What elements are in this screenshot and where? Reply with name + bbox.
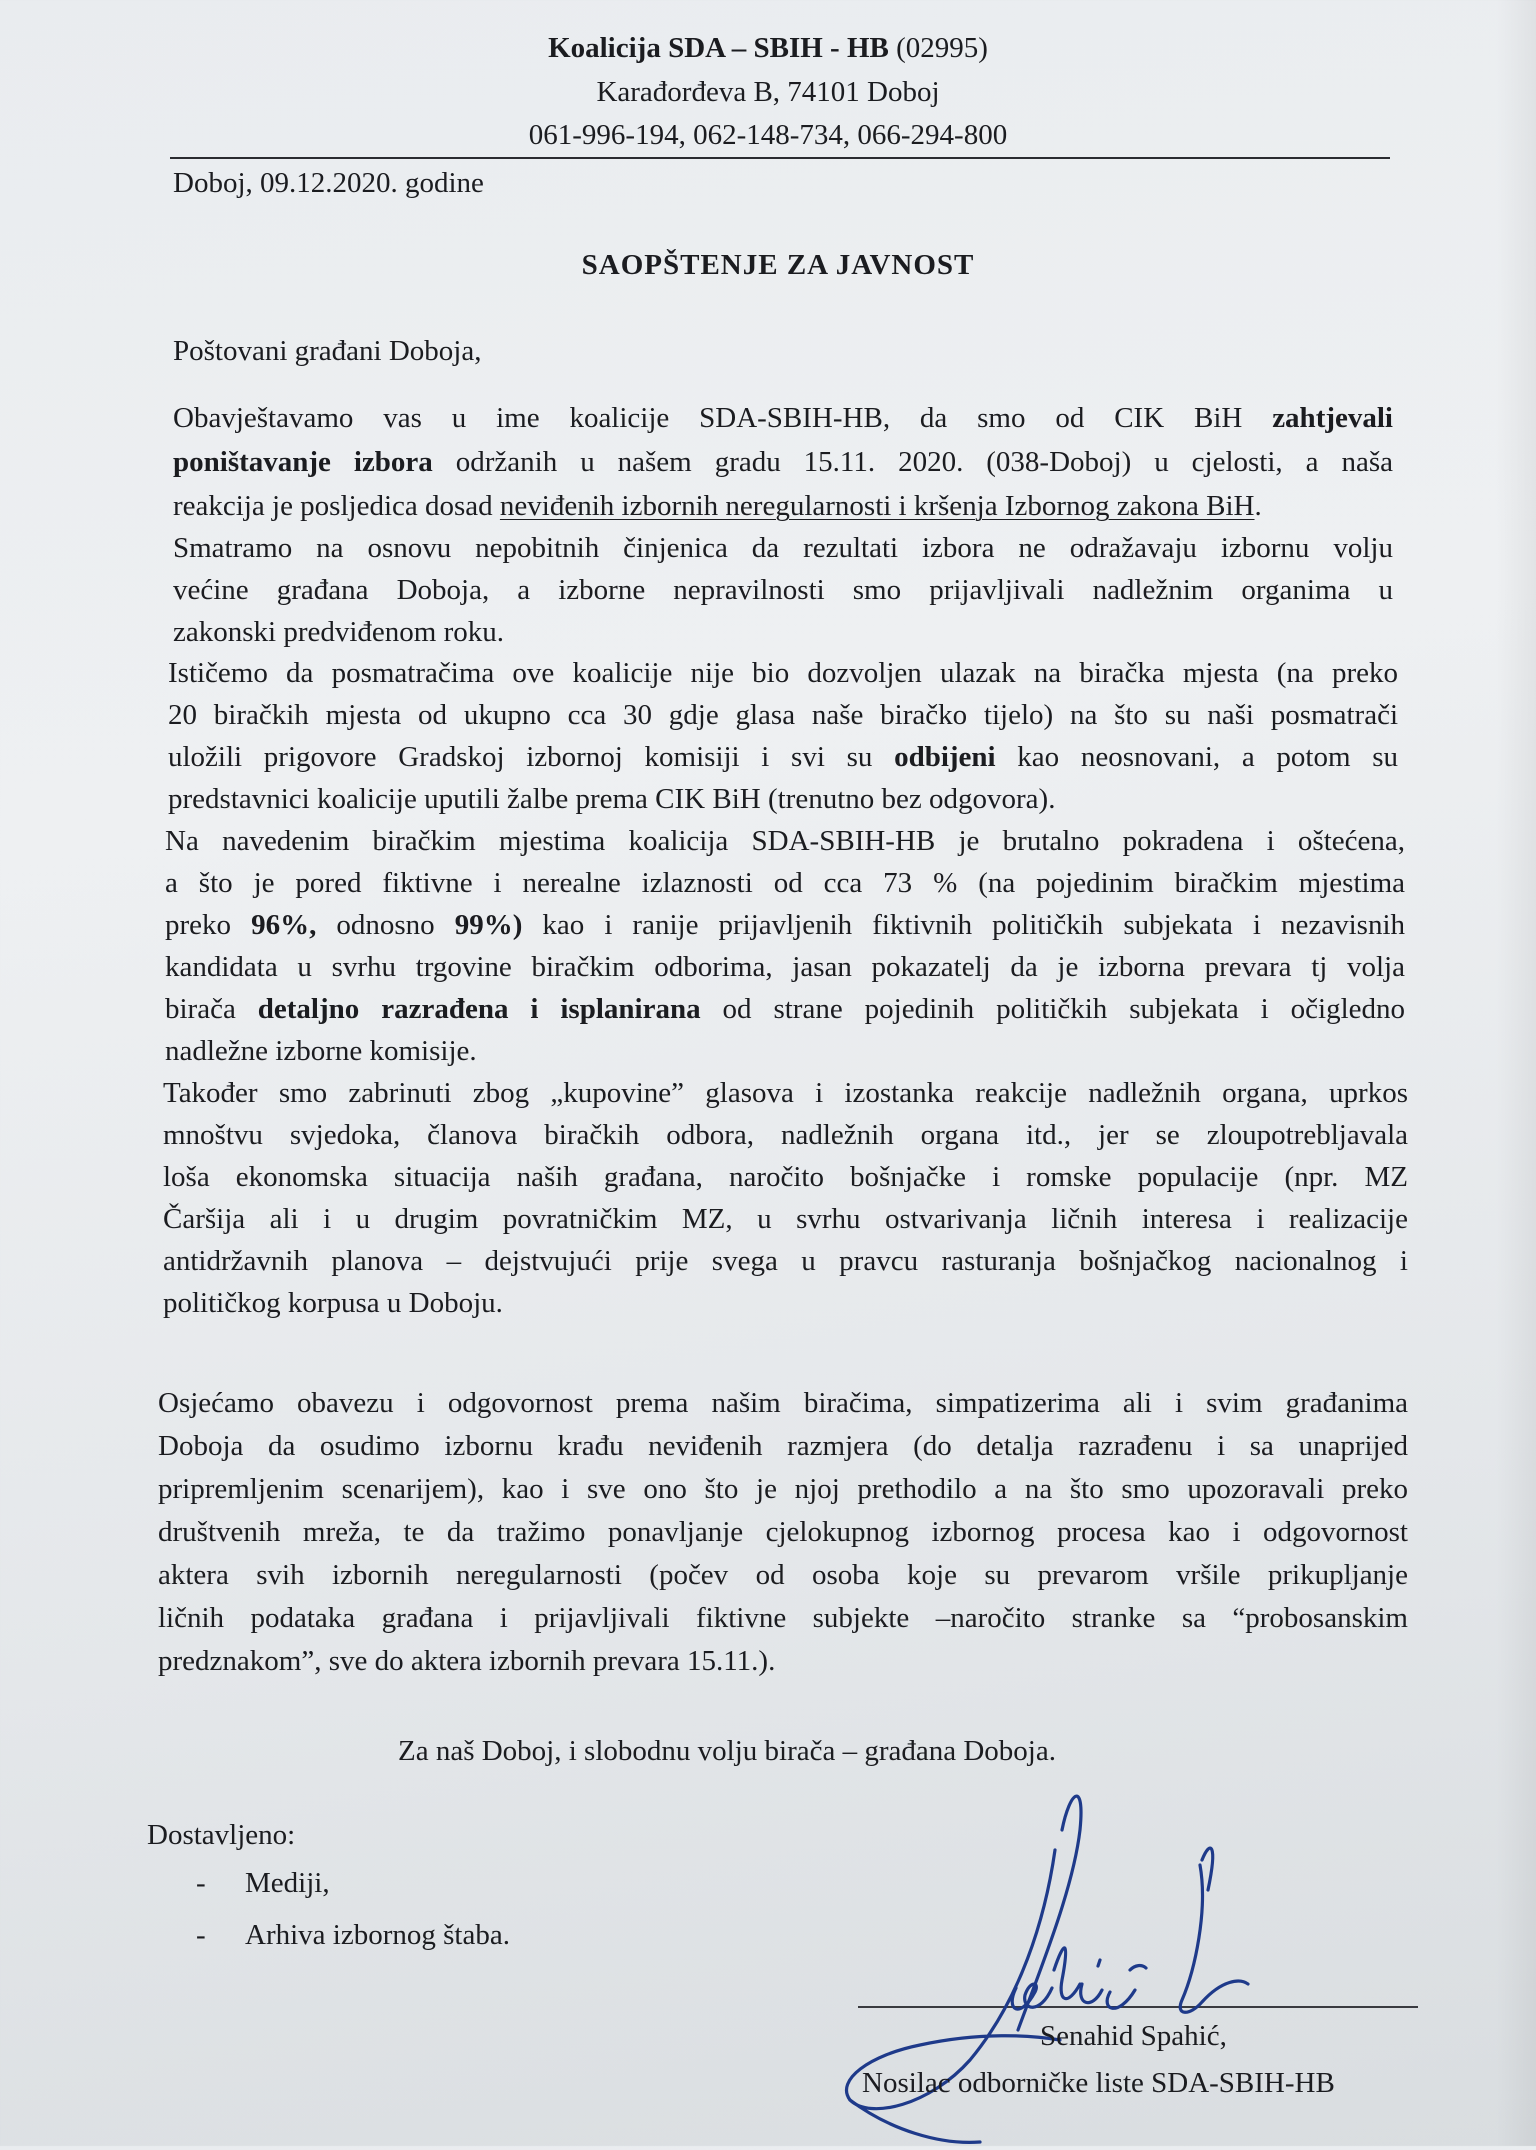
paragraph-3-line: kandidata u svrhu trgovine biračkim odborima, jasan pokazatelj da je izborna prevara tj volja (165, 951, 1405, 983)
letterhead-phones: 061-996-194, 062-148-734, 066-294-800 (528, 119, 1008, 151)
signatory-role: Nosilac odborničke liste SDA-SBIH-HB (862, 2067, 1335, 2099)
paragraph-3-line: nadležne izborne komisije. (165, 1035, 477, 1067)
paragraph-1-line (173, 444, 1393, 480)
org-name: Koalicija SDA – SBIH - HB (548, 32, 889, 64)
text-run: održanih u našem gradu 15.11. 2020. (038-Doboj) u cjelosti, a naša (432, 446, 1393, 478)
signatory-name: Senahid Spahić, (1040, 2020, 1227, 2052)
paragraph-3-line: Na navedenim biračkim mjestima koalicija SDA-SBIH-HB je brutalno pokradena i oštećena, (165, 825, 1405, 857)
text-run: . (1254, 490, 1262, 522)
text-run: uložili prigovore Gradskoj izbornoj komisiji i svi su (168, 741, 895, 773)
paragraph-1-line: Smatramo na osnovu nepobitnih činjenica da rezultati izbora ne odražavaju izbornu volju (173, 532, 1393, 564)
paragraph-4-line: loša ekonomska situacija naših građana, naročito bošnjačke i romske populacije (npr. MZ (163, 1161, 1408, 1193)
delivered-item: Mediji, (245, 1867, 330, 1899)
text-run: od strane pojedinih političkih subjekata i očigledno (700, 993, 1405, 1025)
paragraph-5-line: predznakom”, sve do aktera izbornih prevara 15.11.). (158, 1645, 776, 1677)
paragraph-3-line: a što je pored fiktivne i nerealne izlaznosti od cca 73 % (na pojedinim biračkim mjestima (165, 867, 1405, 899)
paragraph-1-line (173, 400, 1393, 436)
emphasis-run: zahtjevali (1272, 402, 1393, 434)
paragraph-1-line: zakonski predviđenom roku. (173, 616, 505, 648)
delivered-label: Dostavljeno: (147, 1819, 296, 1851)
list-bullet: - (196, 1867, 206, 1899)
paragraph-2-line (168, 739, 1398, 775)
letterhead-address: Karađorđeva B, 74101 Doboj (596, 76, 940, 108)
paragraph-1-line (173, 488, 1262, 524)
paragraph-5-line: društvenih mreža, te da tražimo ponavljanje cjelokupnog izbornog procesa kao i odgovornost (158, 1516, 1408, 1548)
place-date: Doboj, 09.12.2020. godine (173, 167, 484, 199)
salutation: Poštovani građani Doboja, (173, 335, 482, 367)
emphasis-run: 96%, (251, 909, 317, 941)
text-run: reakcija je posljedica dosad (173, 490, 500, 522)
letterhead-divider (170, 157, 1390, 159)
paragraph-5-line: Doboja da osudimo izbornu krađu neviđenih razmjera (do detalja razrađenu i sa unaprijed (158, 1430, 1408, 1462)
paragraph-5-line: Osjećamo obavezu i odgovornost prema našim biračima, simpatizerima ali i svim građanima (158, 1387, 1408, 1419)
paragraph-3-line (165, 991, 1405, 1027)
org-code: (02995) (896, 32, 988, 64)
underlined-run: neviđenih izbornih neregularnosti i kršenja Izbornog zakona BiH (499, 490, 1255, 522)
paragraph-2-line: predstavnici koalicije uputili žalbe prema CIK BiH (trenutno bez odgovora). (168, 783, 1056, 815)
page-edge-shadow (1496, 0, 1536, 2146)
paragraph-4-line: Čaršija ali i u drugim povratničkim MZ, u svrhu ostvarivanja ličnih interesa i realizacije (163, 1203, 1408, 1235)
list-bullet: - (196, 1919, 206, 1951)
paragraph-5-line: pripremljenim scenarijem), kao i sve ono što je njoj prethodilo a na što smo upozoravali preko (158, 1473, 1408, 1505)
text-run: preko (165, 909, 252, 941)
paragraph-5-line: ličnih podataka građana i prijavljivali fiktivne subjekte –naročito stranke sa “probosanskim (158, 1602, 1408, 1634)
paragraph-2-line: 20 biračkih mjesta od ukupno cca 30 gdje glasa naše biračko tijelo) na što su naši posmatrači (168, 699, 1398, 731)
text-run: kao neosnovani, a potom su (995, 741, 1399, 773)
paragraph-4-line: mnoštvu svjedoka, članova biračkih odbora, nadležnih organa itd., jer se zloupotrebljavala (163, 1119, 1408, 1151)
emphasis-run: poništavanje izbora (173, 446, 433, 478)
letterhead-title (0, 30, 1536, 66)
paragraph-5-line: aktera svih izbornih neregularnosti (počev od osoba koje su prevarom vršile prikupljanje (158, 1559, 1408, 1591)
document-title: SAOPŠTENJE ZA JAVNOST (581, 249, 975, 281)
text-run: kao i ranije prijavljenih fiktivnih političkih subjekata i nezavisnih (522, 909, 1405, 941)
paragraph-4-line: Također smo zabrinuti zbog „kupovine” glasova i izostanka reakcije nadležnih organa, uprkos (163, 1077, 1408, 1109)
paragraph-1-line: većine građana Doboja, a izborne nepravilnosti smo prijavljivali nadležnim organima u (173, 574, 1393, 606)
closing-line: Za naš Doboj, i slobodnu volju birača – građana Doboja. (398, 1735, 1056, 1767)
paragraph-4-line: političkog korpusa u Doboju. (163, 1287, 503, 1319)
emphasis-run: detaljno razrađena i isplanirana (257, 993, 701, 1025)
emphasis-run: 99%) (454, 909, 523, 941)
paragraph-2-line: Ističemo da posmatračima ove koalicije nije bio dozvoljen ulazak na biračka mjesta (na preko (168, 657, 1398, 689)
delivered-item: Arhiva izbornog štaba. (245, 1919, 510, 1951)
emphasis-run: odbijeni (894, 741, 996, 773)
text-run: birača (165, 993, 258, 1025)
text-run: odnosno (316, 909, 455, 941)
paragraph-4-line: antidržavnih planova – dejstvujući prije svega u pravcu rasturanja bošnjačkog nacionalnog i (163, 1245, 1408, 1277)
text-run: Obavještavamo vas u ime koalicije SDA-SBIH-HB, da smo od CIK BiH (173, 402, 1273, 434)
paragraph-3-line (165, 907, 1405, 943)
